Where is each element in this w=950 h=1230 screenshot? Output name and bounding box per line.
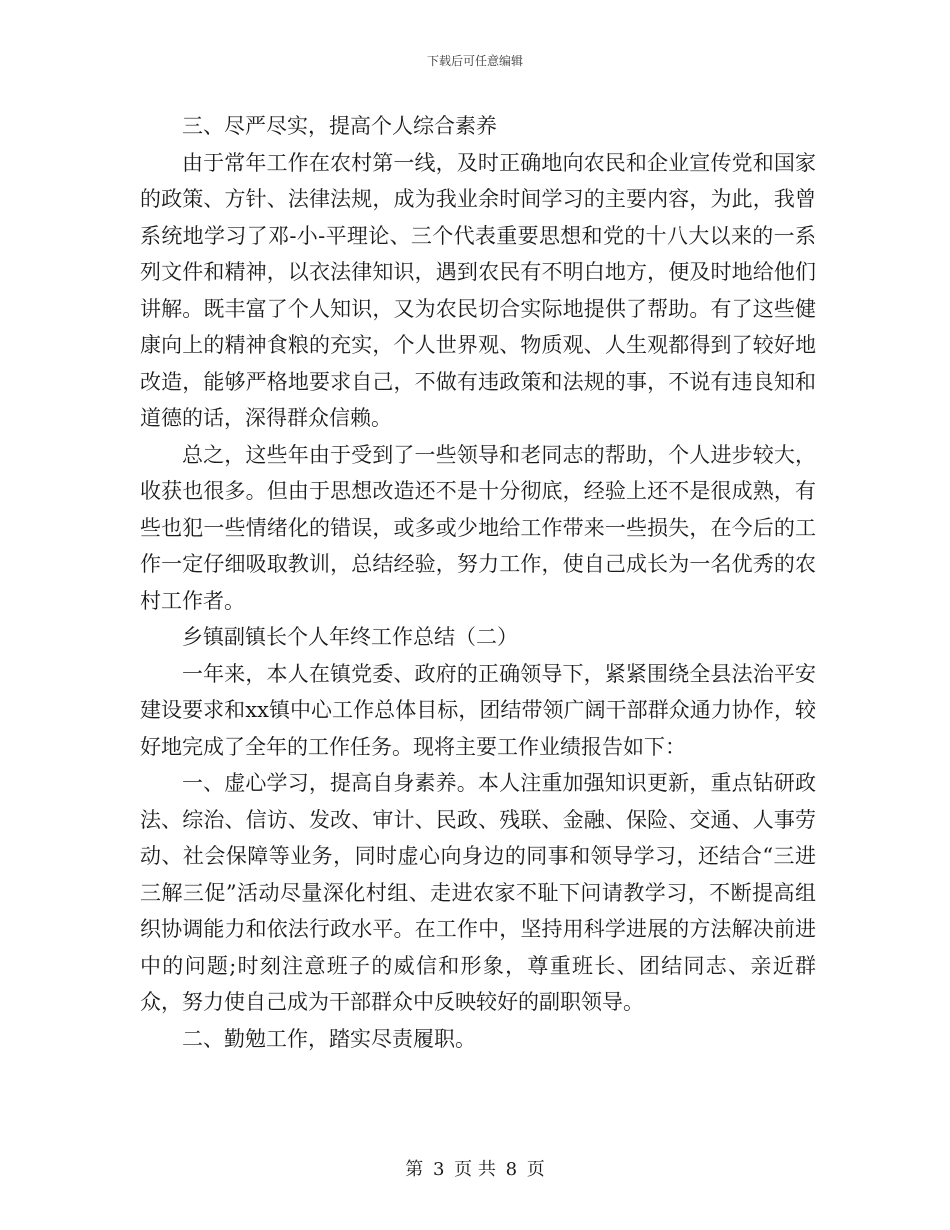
footer-total-pages: 8 [505, 1159, 518, 1180]
page-header-note: 下载后可任意编辑 [426, 54, 523, 68]
paragraph-conclusion: 总之，这些年由于受到了一些领导和老同志的帮助，个人进步较大，收获也很多。但由于思想改造还不是十分彻底，经验上还不是很成熟，有些也犯一些情绪化的错误，或多或少地给工作带来一些损失，在今后的工作一定仔细吸取教训，总结经验，努力工作，使自己成长为一名优秀的农村工作者。 [140, 442, 816, 613]
footer-suffix: 页 [526, 1159, 545, 1180]
footer-middle: 页 共 [454, 1159, 496, 1180]
document-body [140, 108, 816, 1057]
paragraph-intro: 一年来，本人在镇党委、政府的正确领导下，紧紧围绕全县法治平安建设要求和xx镇中心工作总体目标，团结带领广阔干部群众通力协作，较好地完成了全年的工作任务。现将主要工作业绩报告如下： [140, 661, 816, 759]
section-heading-2: 二、勤勉工作，踏实尽责履职。 [182, 1026, 476, 1051]
article-title-2: 乡镇副镇长个人年终工作总结（二） [182, 625, 518, 649]
page-footer [0, 1155, 950, 1181]
section-heading-3: 三、尽严尽实，提高个人综合素养 [182, 114, 497, 138]
paragraph-study: 由于常年工作在农村第一线，及时正确地向农民和企业宣传党和国家的政策、方针、法律法规，成为我业余时间学习的主要内容，为此，我曾系统地学习了邓-小-平理论、三个代表重要思想和党的十八大以来的一系列文件和精神，以衣法律知识，遇到农民有不明白地方，便及时地给他们讲解。既丰富了个人知识，又为农民切合实际地提供了帮助。有了这些健康向上的精神食粮的充实，个人世界观、物质观、人生观都得到了较好地改造，能够严格地要求自己，不做有违政策和法规的事，不说有违良知和道德的话，深得群众信赖。 [140, 150, 816, 430]
section-1-learning: 一、虚心学习，提高自身素养。本人注重加强知识更新，重点钻研政法、综治、信访、发改、审计、民政、残联、金融、保险、交通、人事劳动、社会保障等业务，同时虚心向身边的同事和领导学习，还结合“三进三解三促”活动尽量深化村组、走进农家不耻下问请教学习，不断提高组织协调能力和依法行政水平。在工作中，坚持用科学进展的方法解决前进中的问题;时刻注意班子的威信和形象，尊重班长、团结同志、亲近群众，努力使自己成为干部群众中反映较好的副职领导。 [140, 771, 816, 1014]
footer-page-number: 3 [432, 1159, 445, 1180]
footer-prefix: 第 [405, 1159, 424, 1180]
